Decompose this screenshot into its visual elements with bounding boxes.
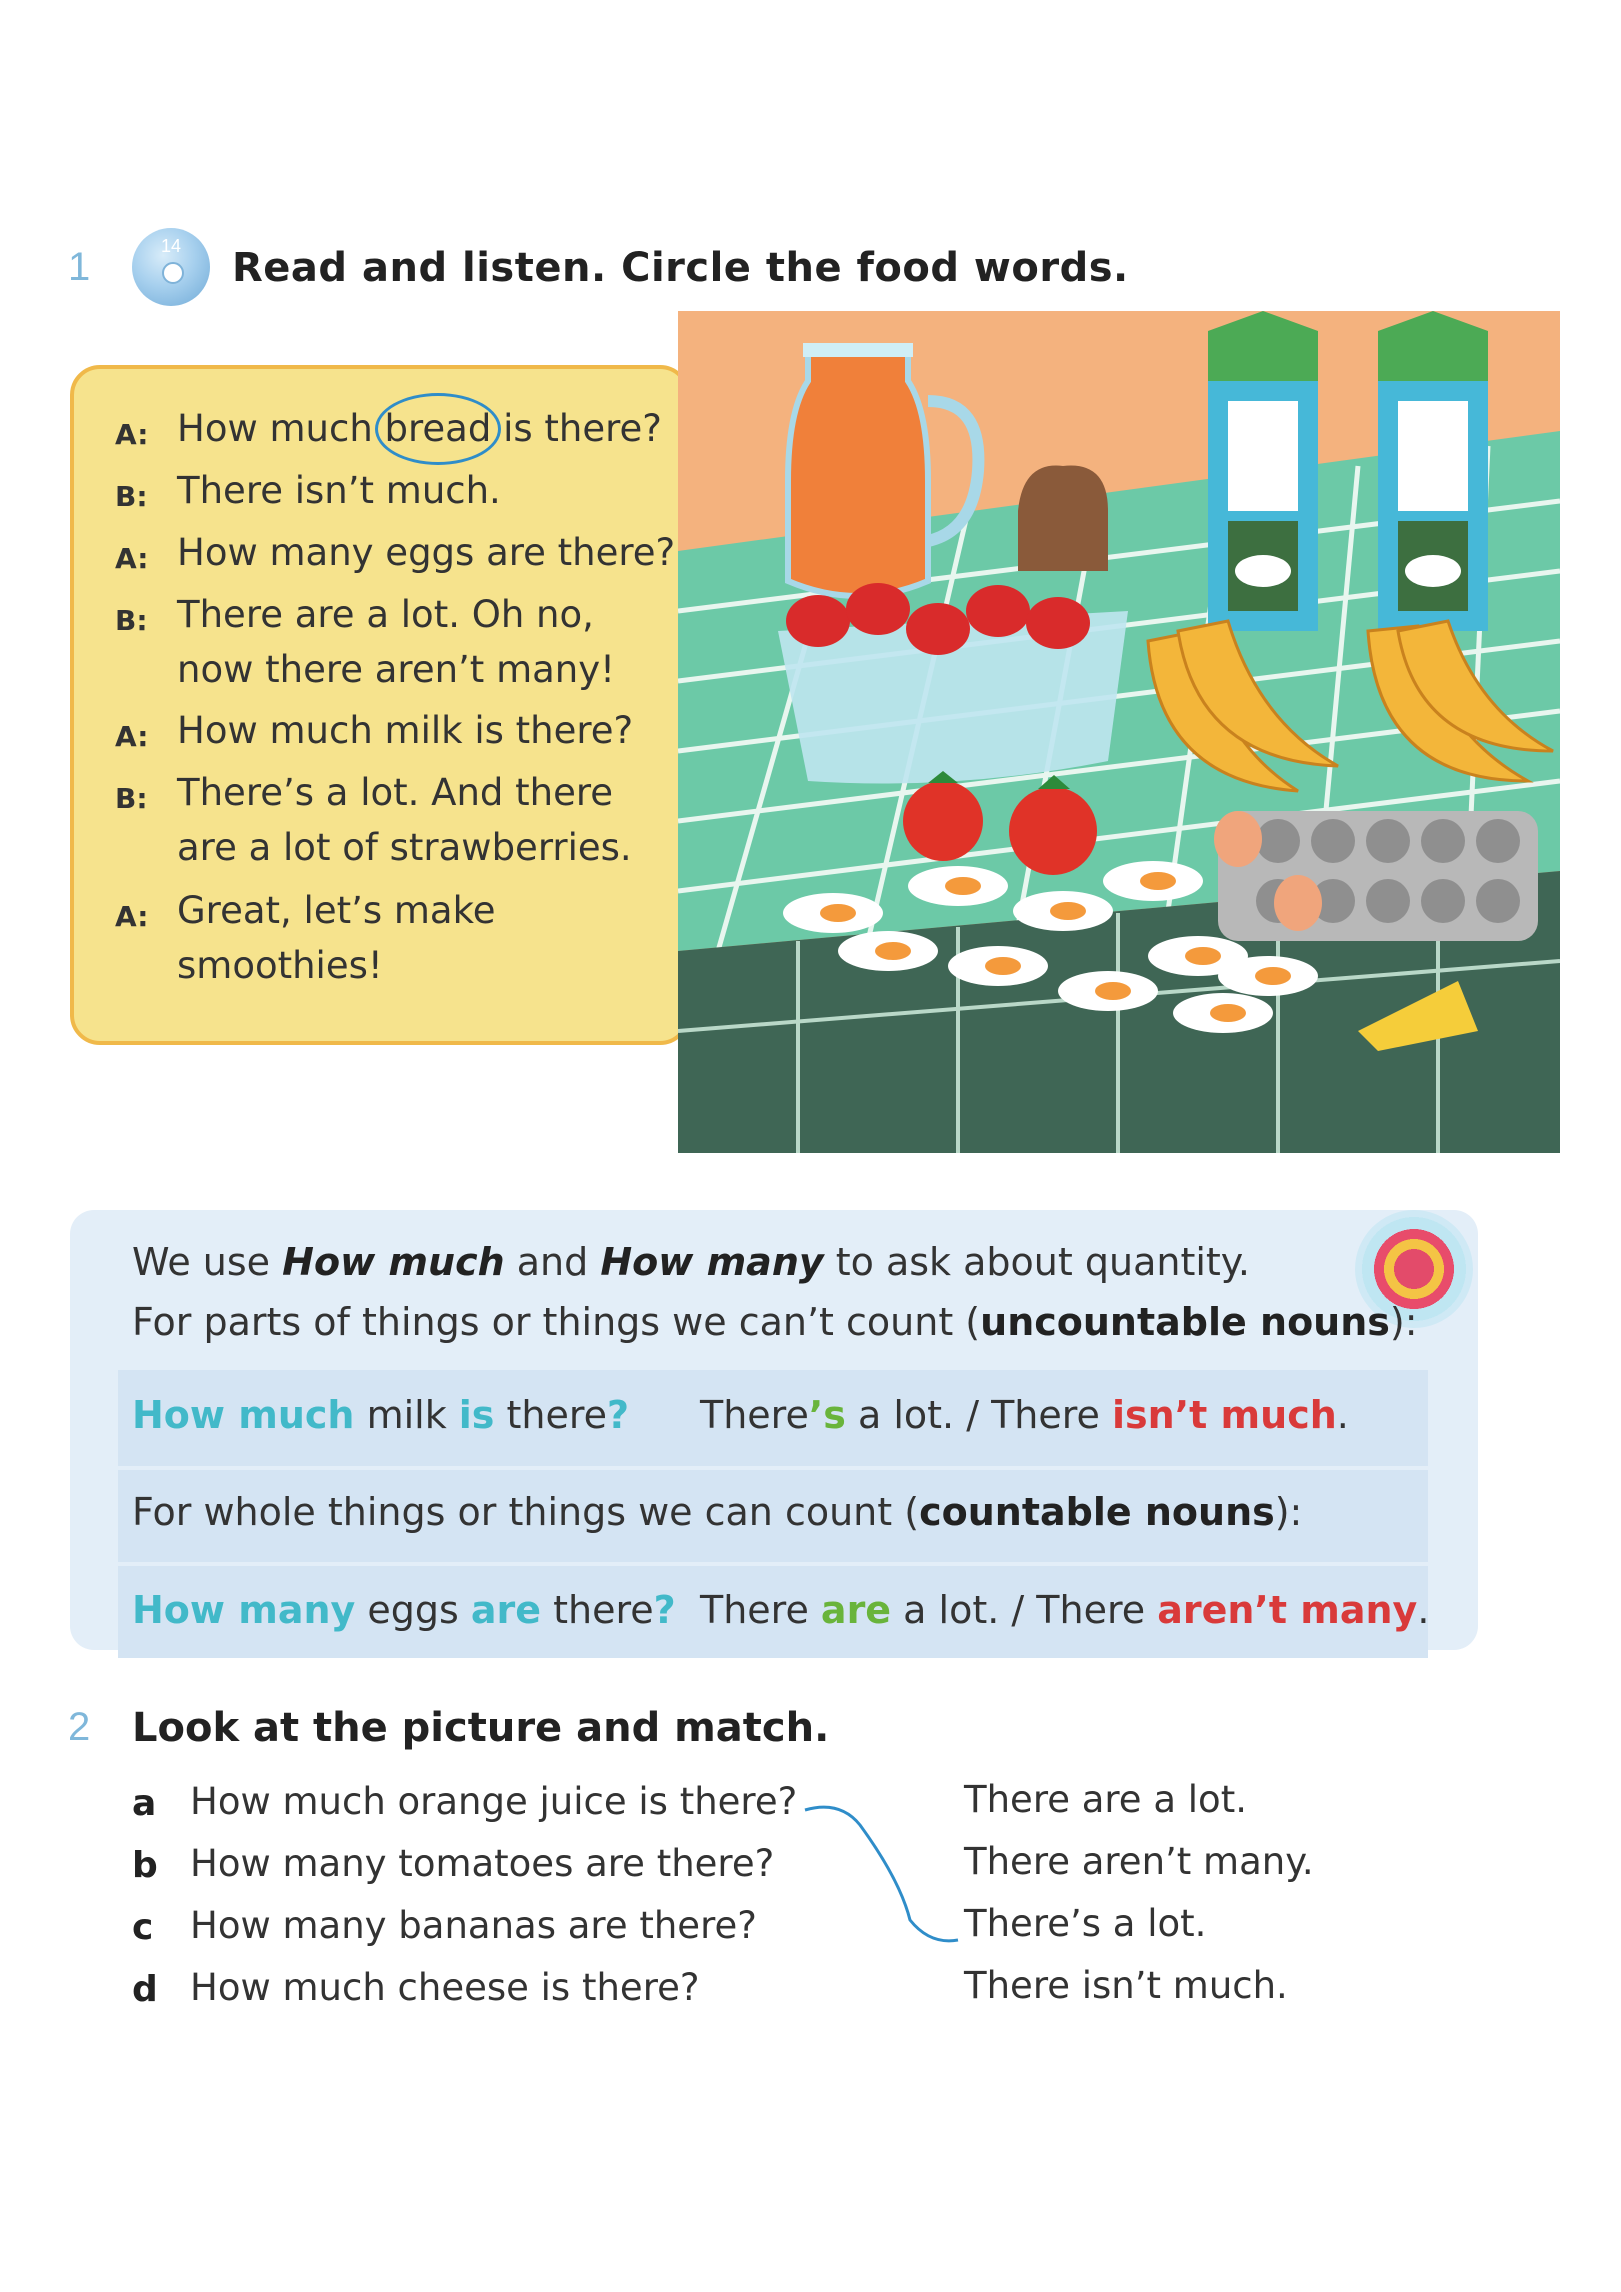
dialogue-line: How much milk is there? xyxy=(177,709,634,752)
exercise-1-instruction: Read and listen. Circle the food words. xyxy=(232,245,1129,291)
dialogue-box xyxy=(70,365,690,1045)
countable-question: How many eggs are there? xyxy=(132,1588,676,1632)
dialogue-line: now there aren’t many! xyxy=(177,648,615,691)
track-number: 14 xyxy=(160,236,182,256)
speaker-label: A: xyxy=(115,900,149,933)
speaker-label: B: xyxy=(115,604,148,637)
question-text: How many tomatoes are there? xyxy=(190,1842,775,1885)
cd-hole xyxy=(162,262,184,284)
dialogue-line: How many eggs are there? xyxy=(177,531,676,574)
question-letter: b xyxy=(132,1845,158,1886)
speaker-label: A: xyxy=(115,542,149,575)
dialogue-line: There’s a lot. And there xyxy=(177,771,614,814)
exercise-2-instruction: Look at the picture and match. xyxy=(132,1705,830,1751)
answer-text: There isn’t much. xyxy=(964,1964,1288,2007)
example-match-line xyxy=(800,1800,960,1950)
countable-rule: For whole things or things we can count (countable nouns): xyxy=(132,1490,1303,1534)
audio-cd-icon[interactable] xyxy=(132,228,210,306)
answer-text: There are a lot. xyxy=(964,1778,1247,1821)
dialogue-line: There isn’t much. xyxy=(177,469,501,512)
answer-text: There’s a lot. xyxy=(964,1902,1207,1945)
dialogue-line: Great, let’s make xyxy=(177,889,496,932)
bread-circle-mark xyxy=(375,393,501,465)
speaker-label: A: xyxy=(115,418,149,451)
question-text: How much orange juice is there? xyxy=(190,1780,798,1823)
question-letter: d xyxy=(132,1969,158,2010)
dialogue-line: There are a lot. Oh no, xyxy=(177,593,594,636)
answer-text: There aren’t many. xyxy=(964,1840,1314,1883)
question-text: How much cheese is there? xyxy=(190,1966,700,2009)
countable-answer: There are a lot. / There aren’t many. xyxy=(700,1588,1430,1632)
question-letter: a xyxy=(132,1783,157,1824)
question-text: How many bananas are there? xyxy=(190,1904,757,1947)
uncountable-rule: For parts of things or things we can’t count (uncountable nouns): xyxy=(132,1300,1418,1344)
question-letter: c xyxy=(132,1907,154,1948)
uncountable-question: How much milk is there? xyxy=(132,1393,630,1437)
speaker-label: B: xyxy=(115,480,148,513)
food-table-illustration xyxy=(678,311,1560,1153)
dialogue-line: smoothies! xyxy=(177,944,383,987)
speaker-label: B: xyxy=(115,782,148,815)
dialogue-line: How much bread is there? xyxy=(177,407,662,450)
dialogue-line: are a lot of strawberries. xyxy=(177,826,632,869)
exercise-2-number: 2 xyxy=(68,1705,91,1749)
uncountable-answer: There’s a lot. / There isn’t much. xyxy=(700,1393,1349,1437)
speaker-label: A: xyxy=(115,720,149,753)
grammar-intro-line: We use How much and How many to ask about quantity. xyxy=(132,1240,1250,1284)
exercise-1-number: 1 xyxy=(68,245,91,289)
